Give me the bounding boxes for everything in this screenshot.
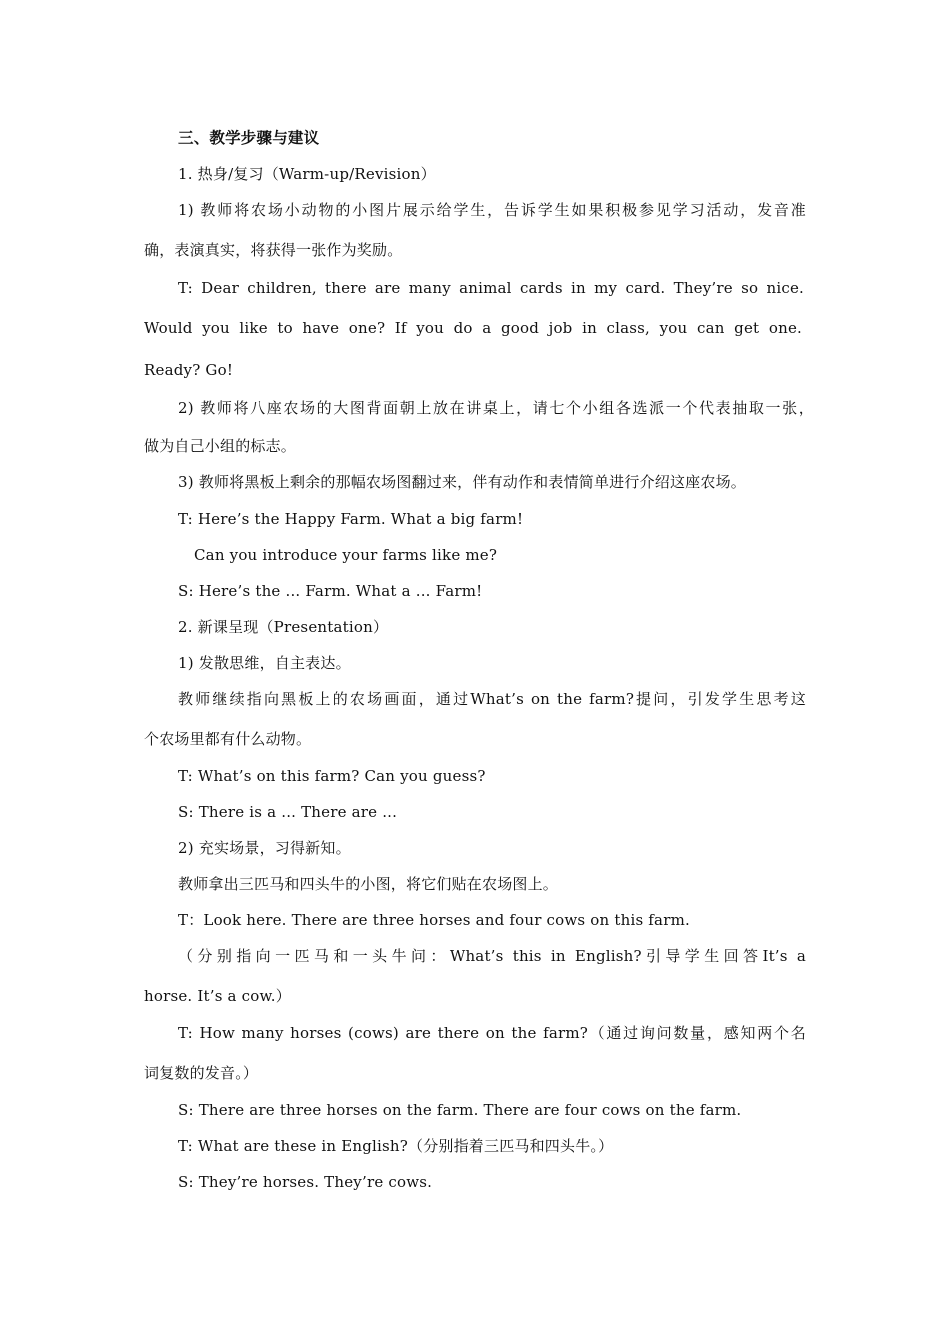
step1-student-response: S: Here’s the ... Farm. What a ... Farm! — [178, 582, 483, 600]
step1-dialogue2-line2: Can you introduce your farms like me? — [194, 546, 498, 564]
step2-teacher-line2: T：Look here. There are three horses and four cows on this farm. — [178, 911, 690, 929]
section-heading: 三、教学步骤与建议 — [178, 128, 320, 147]
step2-note-line1: （分别指向一匹马和一头牛问：What’s this in English?引导学生回答It’s a — [178, 947, 806, 965]
step1-item2-line2: 做为自己小组的标志。 — [144, 437, 297, 455]
step1-item3: 3) 教师将黑板上剩余的那幅农场图翻过来，伴有动作和表情简单进行介绍这座农场。 — [178, 473, 746, 491]
step2-teacher-line3-part1: T: How many horses (cows) are there on the farm?（通过询问数量，感知两个名 — [178, 1024, 806, 1042]
step1-dialogue1-line1: T: Dear children, there are many animal cards in my card. They’re so nice. — [178, 279, 804, 297]
step2-item2-desc: 教师拿出三匹马和四头牛的小图，将它们贴在农场图上。 — [178, 875, 559, 893]
step1-dialogue1-line3: Ready? Go! — [144, 361, 234, 379]
step1-title: 1. 热身/复习（Warm-up/Revision） — [178, 165, 436, 183]
step2-item1-desc-line1: 教师继续指向黑板上的农场画面，通过What’s on the farm?提问，引发学生思考这 — [178, 690, 806, 708]
step2-student-line2: S: There are three horses on the farm. There are four cows on the farm. — [178, 1101, 742, 1119]
step2-item1: 1) 发散思维，自主表达。 — [178, 654, 351, 672]
step2-teacher-line4: T: What are these in English?（分别指着三匹马和四头牛。） — [178, 1137, 614, 1155]
step2-note-line2: horse. It’s a cow.） — [144, 987, 291, 1005]
step1-item1-line1: 1) 教师将农场小动物的小图片展示给学生，告诉学生如果积极参见学习活动，发音准 — [178, 201, 806, 219]
step1-dialogue1-line2: Would you like to have one? If you do a good job in class, you can get one. — [144, 319, 802, 337]
step1-item1-line2: 确，表演真实，将获得一张作为奖励。 — [144, 241, 403, 259]
step2-student-line3: S: They’re horses. They’re cows. — [178, 1173, 433, 1191]
step2-title: 2. 新课呈现（Presentation） — [178, 618, 389, 636]
step2-teacher-line1: T: What’s on this farm? Can you guess? — [178, 767, 486, 785]
step2-item2: 2) 充实场景，习得新知。 — [178, 839, 351, 857]
step1-dialogue2-line1: T: Here’s the Happy Farm. What a big farm! — [178, 510, 524, 528]
step2-student-line1: S: There is a ... There are ... — [178, 803, 398, 821]
step1-item2-line1: 2) 教师将八座农场的大图背面朝上放在讲桌上，请七个小组各选派一个代表抽取一张， — [178, 399, 814, 417]
step2-teacher-line3-part2: 词复数的发音。） — [144, 1064, 259, 1082]
step2-item1-desc-line2: 个农场里都有什么动物。 — [144, 730, 312, 748]
